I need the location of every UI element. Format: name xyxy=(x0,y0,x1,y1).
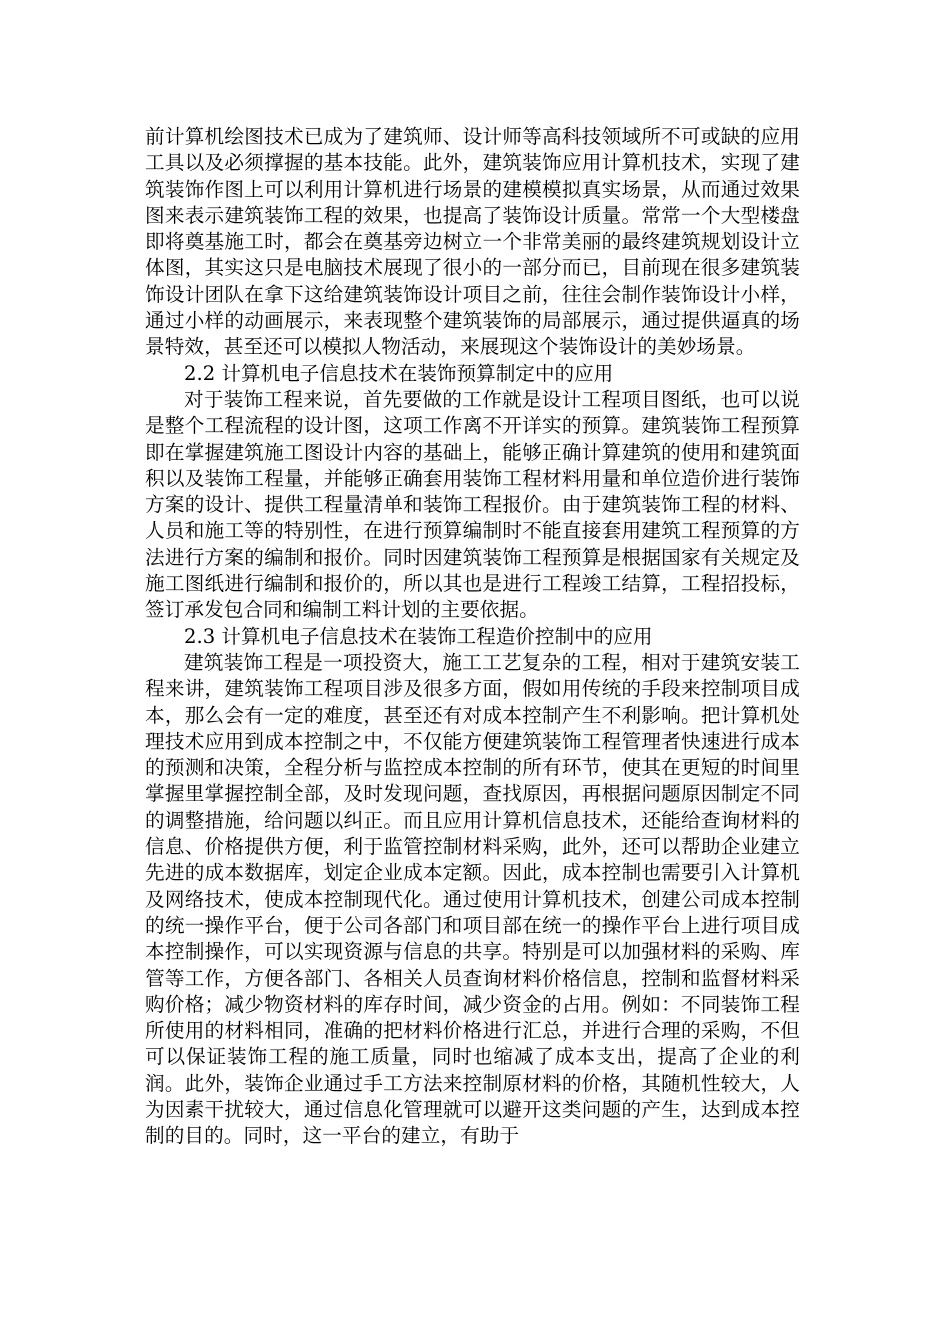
document-body xyxy=(145,124,800,1150)
paragraph-continuation: 前计算机绘图技术已成为了建筑师、设计师等高科技领域所不可或缺的应用工具以及必须撑握的基本技能。此外，建筑装饰应用计算机技术，实现了建筑装饰作图上可以利用计算机进行场景的建模模拟真实场景，从而通过效果图来表示建筑装饰工程的效果，也提高了装饰设计质量。常常一个大型楼盘即将奠基施工时，都会在奠基旁边树立一个非常美丽的最终建筑规划设计立体图，其实这只是电脑技术展现了很小的一部分而已，目前现在很多建筑装饰设计团队在拿下这给建筑装饰设计项目之前，往往会制作装饰设计小样，通过小样的动画展示，来表现整个建筑装饰的局部展示，通过提供逼真的场景特效，甚至还可以模拟人物活动，来展现这个装饰设计的美妙场景。 xyxy=(145,125,800,359)
paragraph-cost-control: 建筑装饰工程是一项投资大，施工工艺复杂的工程，相对于建筑安装工程来讲，建筑装饰工程项目涉及很多方面，假如用传统的手段来控制项目成本，那么会有一定的难度，甚至还有对成本控制产生不利影响。把计算机处理技术应用到成本控制之中，不仅能方便建筑装饰工程管理者快速进行成本的预测和决策，全程分析与监控成本控制的所有环节，使其在更短的时间里掌握里掌握控制全部，及时发现问题，查找原因，再根据问题原因制定不同的调整措施，给问题以纠正。而且应用计算机信息技术，还能给查询材料的信息、价格提供方便，利于监管控制材料采购，此外，还可以帮助企业建立先进的成本数据库，划定企业成本定额。因此，成本控制也需要引入计算机及网络技术，使成本控制现代化。通过使用计算机技术，创建公司成本控制的统一操作平台，便于公司各部门和项目部在统一的操作平台上进行项目成本控制操作，可以实现资源与信息的共享。特别是可以加强材料的采购、库管等工作，方便各部门、各相关人员查询材料价格信息，控制和监督材料采购价格；减少物资材料的库存时间，减少资金的占用。例如：不同装饰工程所使用的材料相同，准确的把材料价格进行汇总，并进行合理的采购，不但可以保证装饰工程的施工质量，同时也缩减了成本支出，提高了企业的利润。此外，装饰企业通过手工方法来控制原材料的价格，其随机性较大，人为因素干扰较大，通过信息化管理就可以避开这类问题的产生，达到成本控制的目的。同时，这一平台的建立，有助于 xyxy=(145,650,800,1148)
section-heading-2-3: 2.3 计算机电子信息技术在装饰工程造价控制中的应用 xyxy=(184,624,653,648)
paragraph-budget: 对于装饰工程来说，首先要做的工作就是设计工程项目图纸，也可以说是整个工程流程的设计图，这项工作离不开详实的预算。建筑装饰工程预算即在掌握建筑施工图设计内容的基础上，能够正确计算建筑的使用和建筑面积以及装饰工程量，并能够正确套用装饰工程材料用量和单位造价进行装饰方案的设计、提供工程量清单和装饰工程报价。由于建筑装饰工程的材料、人员和施工等的特别性，在进行预算编制时不能直接套用建筑工程预算的方法进行方案的编制和报价。同时因建筑装饰工程预算是根据国家有关规定及施工图纸进行编制和报价的，所以其也是进行工程竣工结算，工程招投标，签订承发包合同和编制工料计划的主要依据。 xyxy=(145,387,800,622)
section-heading-2-2: 2.2 计算机电子信息技术在装饰预算制定中的应用 xyxy=(184,361,614,385)
